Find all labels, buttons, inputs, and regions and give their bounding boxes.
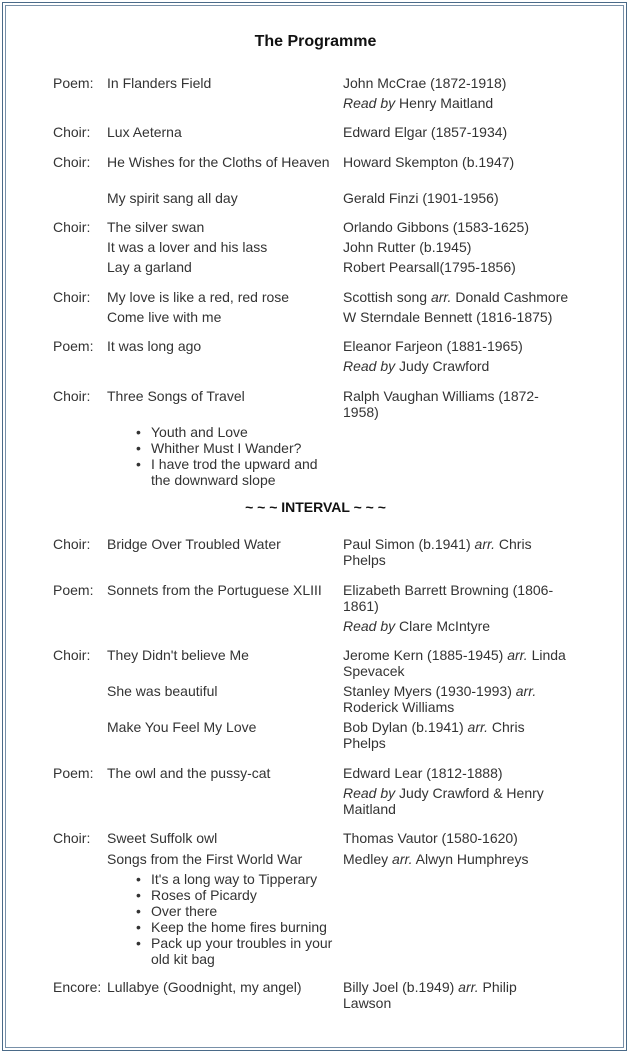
arr-label: arr. <box>507 647 528 663</box>
list-item: • Pack up your troubles in your old kit bag <box>151 935 341 967</box>
ww1-songs-list <box>151 871 341 967</box>
item-credit <box>343 851 588 867</box>
item-credit: Howard Skempton (b.1947) <box>343 154 515 170</box>
composer: John McCrae (1872-1918) <box>343 75 507 91</box>
reader-prefix: Read by <box>343 95 396 111</box>
reader-line <box>343 785 563 817</box>
interval-heading: ~ ~ ~ INTERVAL ~ ~ ~ <box>245 499 386 515</box>
item-credit <box>343 582 573 634</box>
item-role: Choir: <box>53 124 91 140</box>
item-credit <box>343 765 563 817</box>
arranger: Roderick Williams <box>343 699 455 715</box>
item-work: My spirit sang all day <box>107 190 238 206</box>
arr-label: arr. <box>430 289 452 305</box>
item-credit: John Rutter (b.1945) <box>343 239 472 255</box>
item-role: Choir: <box>53 154 91 170</box>
item-credit <box>343 75 588 111</box>
arr-label: arr. <box>515 683 537 699</box>
item-work: Sonnets from the Portuguese XLIII <box>107 582 322 598</box>
item-role: Encore: <box>53 979 102 995</box>
item-role: Poem: <box>53 765 94 781</box>
arranger: Donald Cashmore <box>455 289 569 305</box>
item-credit: Edward Elgar (1857-1934) <box>343 124 508 140</box>
item-work: They Didn't believe Me <box>107 647 249 663</box>
item-work: Come live with me <box>107 309 222 325</box>
item-work: The owl and the pussy-cat <box>107 765 271 781</box>
item-work: Sweet Suffolk owl <box>107 830 218 846</box>
composer: Billy Joel (b.1949) <box>343 979 455 995</box>
item-credit <box>343 289 588 305</box>
travel-songs-list <box>151 424 336 488</box>
reader-prefix: Read by <box>343 618 396 634</box>
item-credit: Thomas Vautor (1580-1620) <box>343 830 518 846</box>
item-role: Choir: <box>53 289 91 305</box>
item-work: Bridge Over Troubled Water <box>107 536 281 552</box>
item-role: Choir: <box>53 536 91 552</box>
item-work: In Flanders Field <box>107 75 212 91</box>
item-work: It was long ago <box>107 338 202 354</box>
composer: Eleanor Farjeon (1881-1965) <box>343 338 523 354</box>
arranger: Linda Spevacek <box>343 647 566 679</box>
reader: Clare McIntyre <box>399 618 491 634</box>
reader: Judy Crawford & Henry Maitland <box>343 785 544 817</box>
arranger: Chris Phelps <box>343 719 525 751</box>
item-credit <box>343 647 583 679</box>
programme-title: The Programme <box>254 33 377 50</box>
item-credit: Gerald Finzi (1901-1956) <box>343 190 499 206</box>
composer: Scottish song <box>343 289 428 305</box>
item-role: Choir: <box>53 388 91 404</box>
item-role: Choir: <box>53 647 91 663</box>
item-credit <box>343 719 548 751</box>
arranger: Chris Phelps <box>343 536 532 568</box>
arr-label: arr. <box>467 719 489 735</box>
reader-prefix: Read by <box>343 785 396 801</box>
item-work: Make You Feel My Love <box>107 719 257 735</box>
reader-line <box>343 358 588 374</box>
item-credit <box>343 536 558 568</box>
reader-line <box>343 95 588 111</box>
item-work: Three Songs of Travel <box>107 388 245 404</box>
reader: Henry Maitland <box>399 95 494 111</box>
list-item: • I have trod the upward and the downward slope <box>151 456 336 488</box>
list-item: • Over there <box>151 903 341 919</box>
item-role: Poem: <box>53 338 94 354</box>
list-item: • Whither Must I Wander? <box>151 440 336 456</box>
item-credit <box>343 979 543 1011</box>
arr-label: arr. <box>392 851 413 867</box>
composer: Medley <box>343 851 389 867</box>
item-work: My love is like a red, red rose <box>107 289 290 305</box>
composer: Stanley Myers (1930-1993) <box>343 683 512 699</box>
list-item: • It's a long way to Tipperary <box>151 871 341 887</box>
item-work: Lay a garland <box>107 259 192 275</box>
item-credit: W Sterndale Bennett (1816-1875) <box>343 309 553 325</box>
reader-line <box>343 618 573 634</box>
arr-label: arr. <box>458 979 479 995</box>
reader: Judy Crawford <box>399 358 490 374</box>
item-work: Lullabye (Goodnight, my angel) <box>107 979 302 995</box>
item-work: He Wishes for the Cloths of Heaven <box>107 154 330 170</box>
item-role: Poem: <box>53 582 94 598</box>
list-item: • Youth and Love <box>151 424 336 440</box>
arranger: Philip Lawson <box>343 979 517 1011</box>
item-work: It was a lover and his lass <box>107 239 268 255</box>
item-work: Lux Aeterna <box>107 124 182 140</box>
composer: Bob Dylan (b.1941) <box>343 719 464 735</box>
item-credit: Robert Pearsall(1795-1856) <box>343 259 516 275</box>
arr-label: arr. <box>474 536 496 552</box>
item-work: Songs from the First World War <box>107 851 303 867</box>
item-credit: Orlando Gibbons (1583-1625) <box>343 219 530 235</box>
list-item: • Roses of Picardy <box>151 887 341 903</box>
reader-prefix: Read by <box>343 358 396 374</box>
arranger: Alwyn Humphreys <box>415 851 529 867</box>
item-role: Choir: <box>53 830 91 846</box>
item-role: Choir: <box>53 219 91 235</box>
item-role: Poem: <box>53 75 94 91</box>
composer: Jerome Kern (1885-1945) <box>343 647 504 663</box>
composer: Elizabeth Barrett Browning (1806-1861) <box>343 582 554 614</box>
item-work: She was beautiful <box>107 683 218 699</box>
item-work: The silver swan <box>107 219 205 235</box>
item-credit <box>343 683 563 715</box>
composer: Paul Simon (b.1941) <box>343 536 471 552</box>
list-item: • Keep the home fires burning <box>151 919 341 935</box>
item-credit: Ralph Vaughan Williams (1872-1958) <box>343 388 539 420</box>
composer: Edward Lear (1812-1888) <box>343 765 503 781</box>
item-credit <box>343 338 588 374</box>
